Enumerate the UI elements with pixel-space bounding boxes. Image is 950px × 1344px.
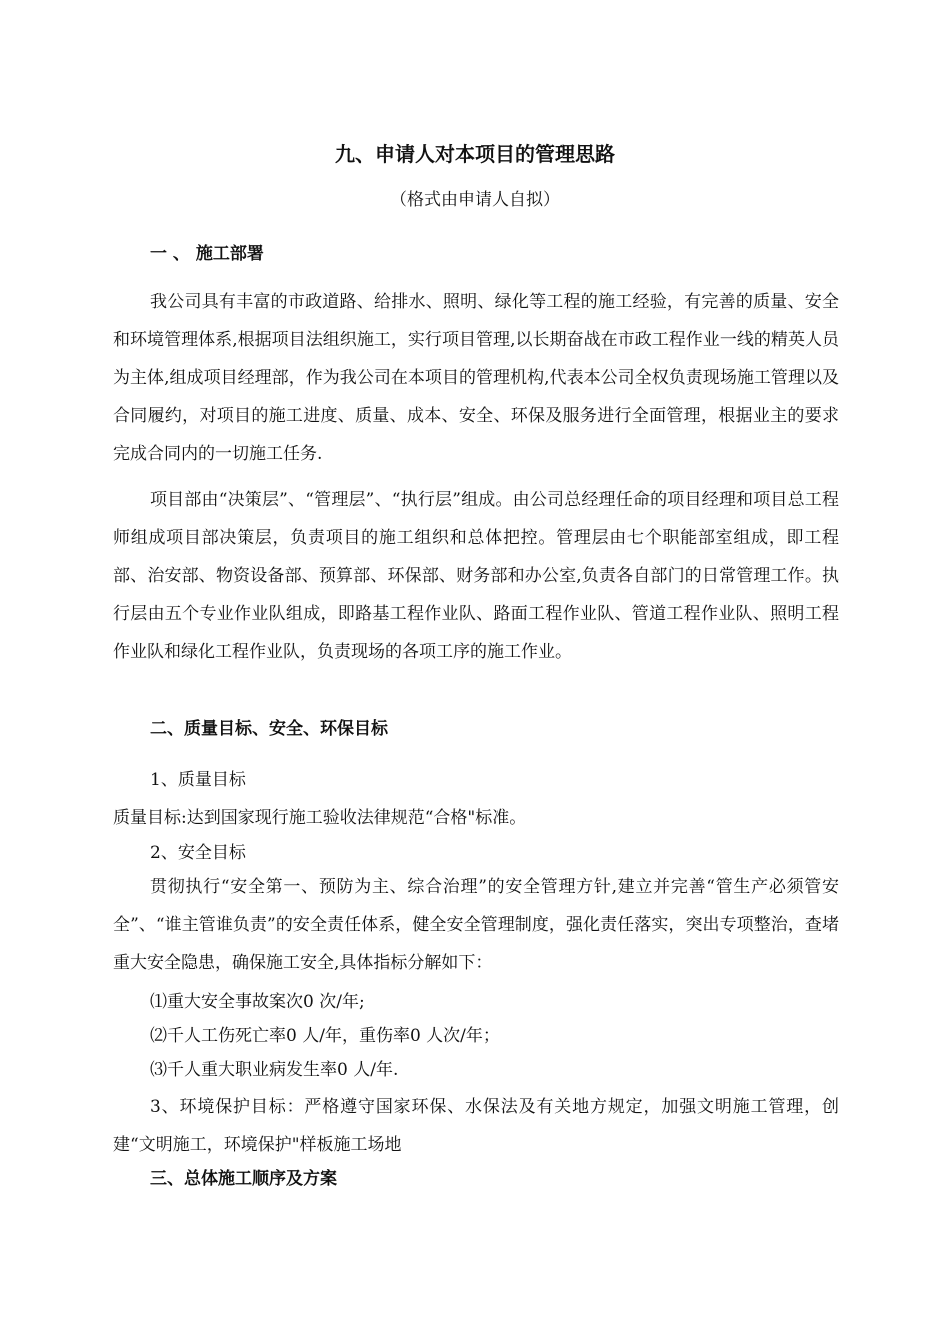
safety-indicator-2: ⑵千人工伤死亡率0 人/年，重伤率0 人次/年； [150, 1026, 500, 1046]
section-3-heading: 三、总体施工顺序及方案 [150, 1169, 337, 1189]
paragraph-text: 3、环境保护目标：严格遵守国家环保、水保法及有关地方规定，加强文明施工管理，创建“文明施工，环境保护"样板施工场地 [113, 1097, 839, 1155]
page-subtitle: （格式由申请人自拟） [390, 190, 560, 210]
page-title: 九、申请人对本项目的管理思路 [335, 142, 615, 166]
safety-indicator-1: ⑴重大安全事故案次0 次/年; [150, 992, 365, 1012]
section-1-heading: 一 、 施工部署 [150, 244, 264, 264]
paragraph-text: 贯彻执行“安全第一、预防为主、综合治理”的安全管理方针,建立并完善“管生产必须管安全”、“谁主管谁负责”的安全责任体系，健全安全管理制度，强化责任落实，突出专项整治，查堵重大安全隐患，确保施工安全,具体指标分解如下： [113, 877, 839, 973]
paragraph-text: 项目部由“决策层”、“管理层”、“执行层”组成。由公司总经理任命的项目经理和项目总工程师组成项目部决策层，负责项目的施工组织和总体把控。管理层由七个职能部室组成，即工程部、治安部、物资设备部、预算部、环保部、财务部和办公室,负责各自部门的日常管理工作。执行层由五个专业作业队组成，即路基工程作业队、路面工程作业队、管道工程作业队、照明工程作业队和绿化工程作业队，负责现场的各项工序的施工作业。 [113, 490, 839, 662]
environment-goal-paragraph [113, 1088, 839, 1164]
section-2-heading: 二、质量目标、安全、环保目标 [150, 719, 388, 739]
section-1-paragraph-2 [113, 481, 839, 671]
safety-goal-label: 2、安全目标 [150, 843, 246, 863]
safety-indicator-3: ⑶千人重大职业病发生率0 人/年. [150, 1060, 399, 1080]
section-1-paragraph-1 [113, 283, 839, 473]
quality-goal-label: 1、质量目标 [150, 770, 246, 790]
safety-goal-paragraph [113, 868, 839, 982]
quality-goal-text: 质量目标:达到国家现行施工验收法律规范“合格"标准。 [113, 808, 527, 828]
paragraph-text: 我公司具有丰富的市政道路、给排水、照明、绿化等工程的施工经验，有完善的质量、安全和环境管理体系,根据项目法组织施工，实行项目管理,以长期奋战在市政工程作业一线的精英人员为主体,组成项目经理部，作为我公司在本项目的管理机构,代表本公司全权负责现场施工管理以及合同履约，对项目的施工进度、质量、成本、安全、环保及服务进行全面管理，根据业主的要求完成合同内的一切施工任务. [113, 292, 839, 464]
